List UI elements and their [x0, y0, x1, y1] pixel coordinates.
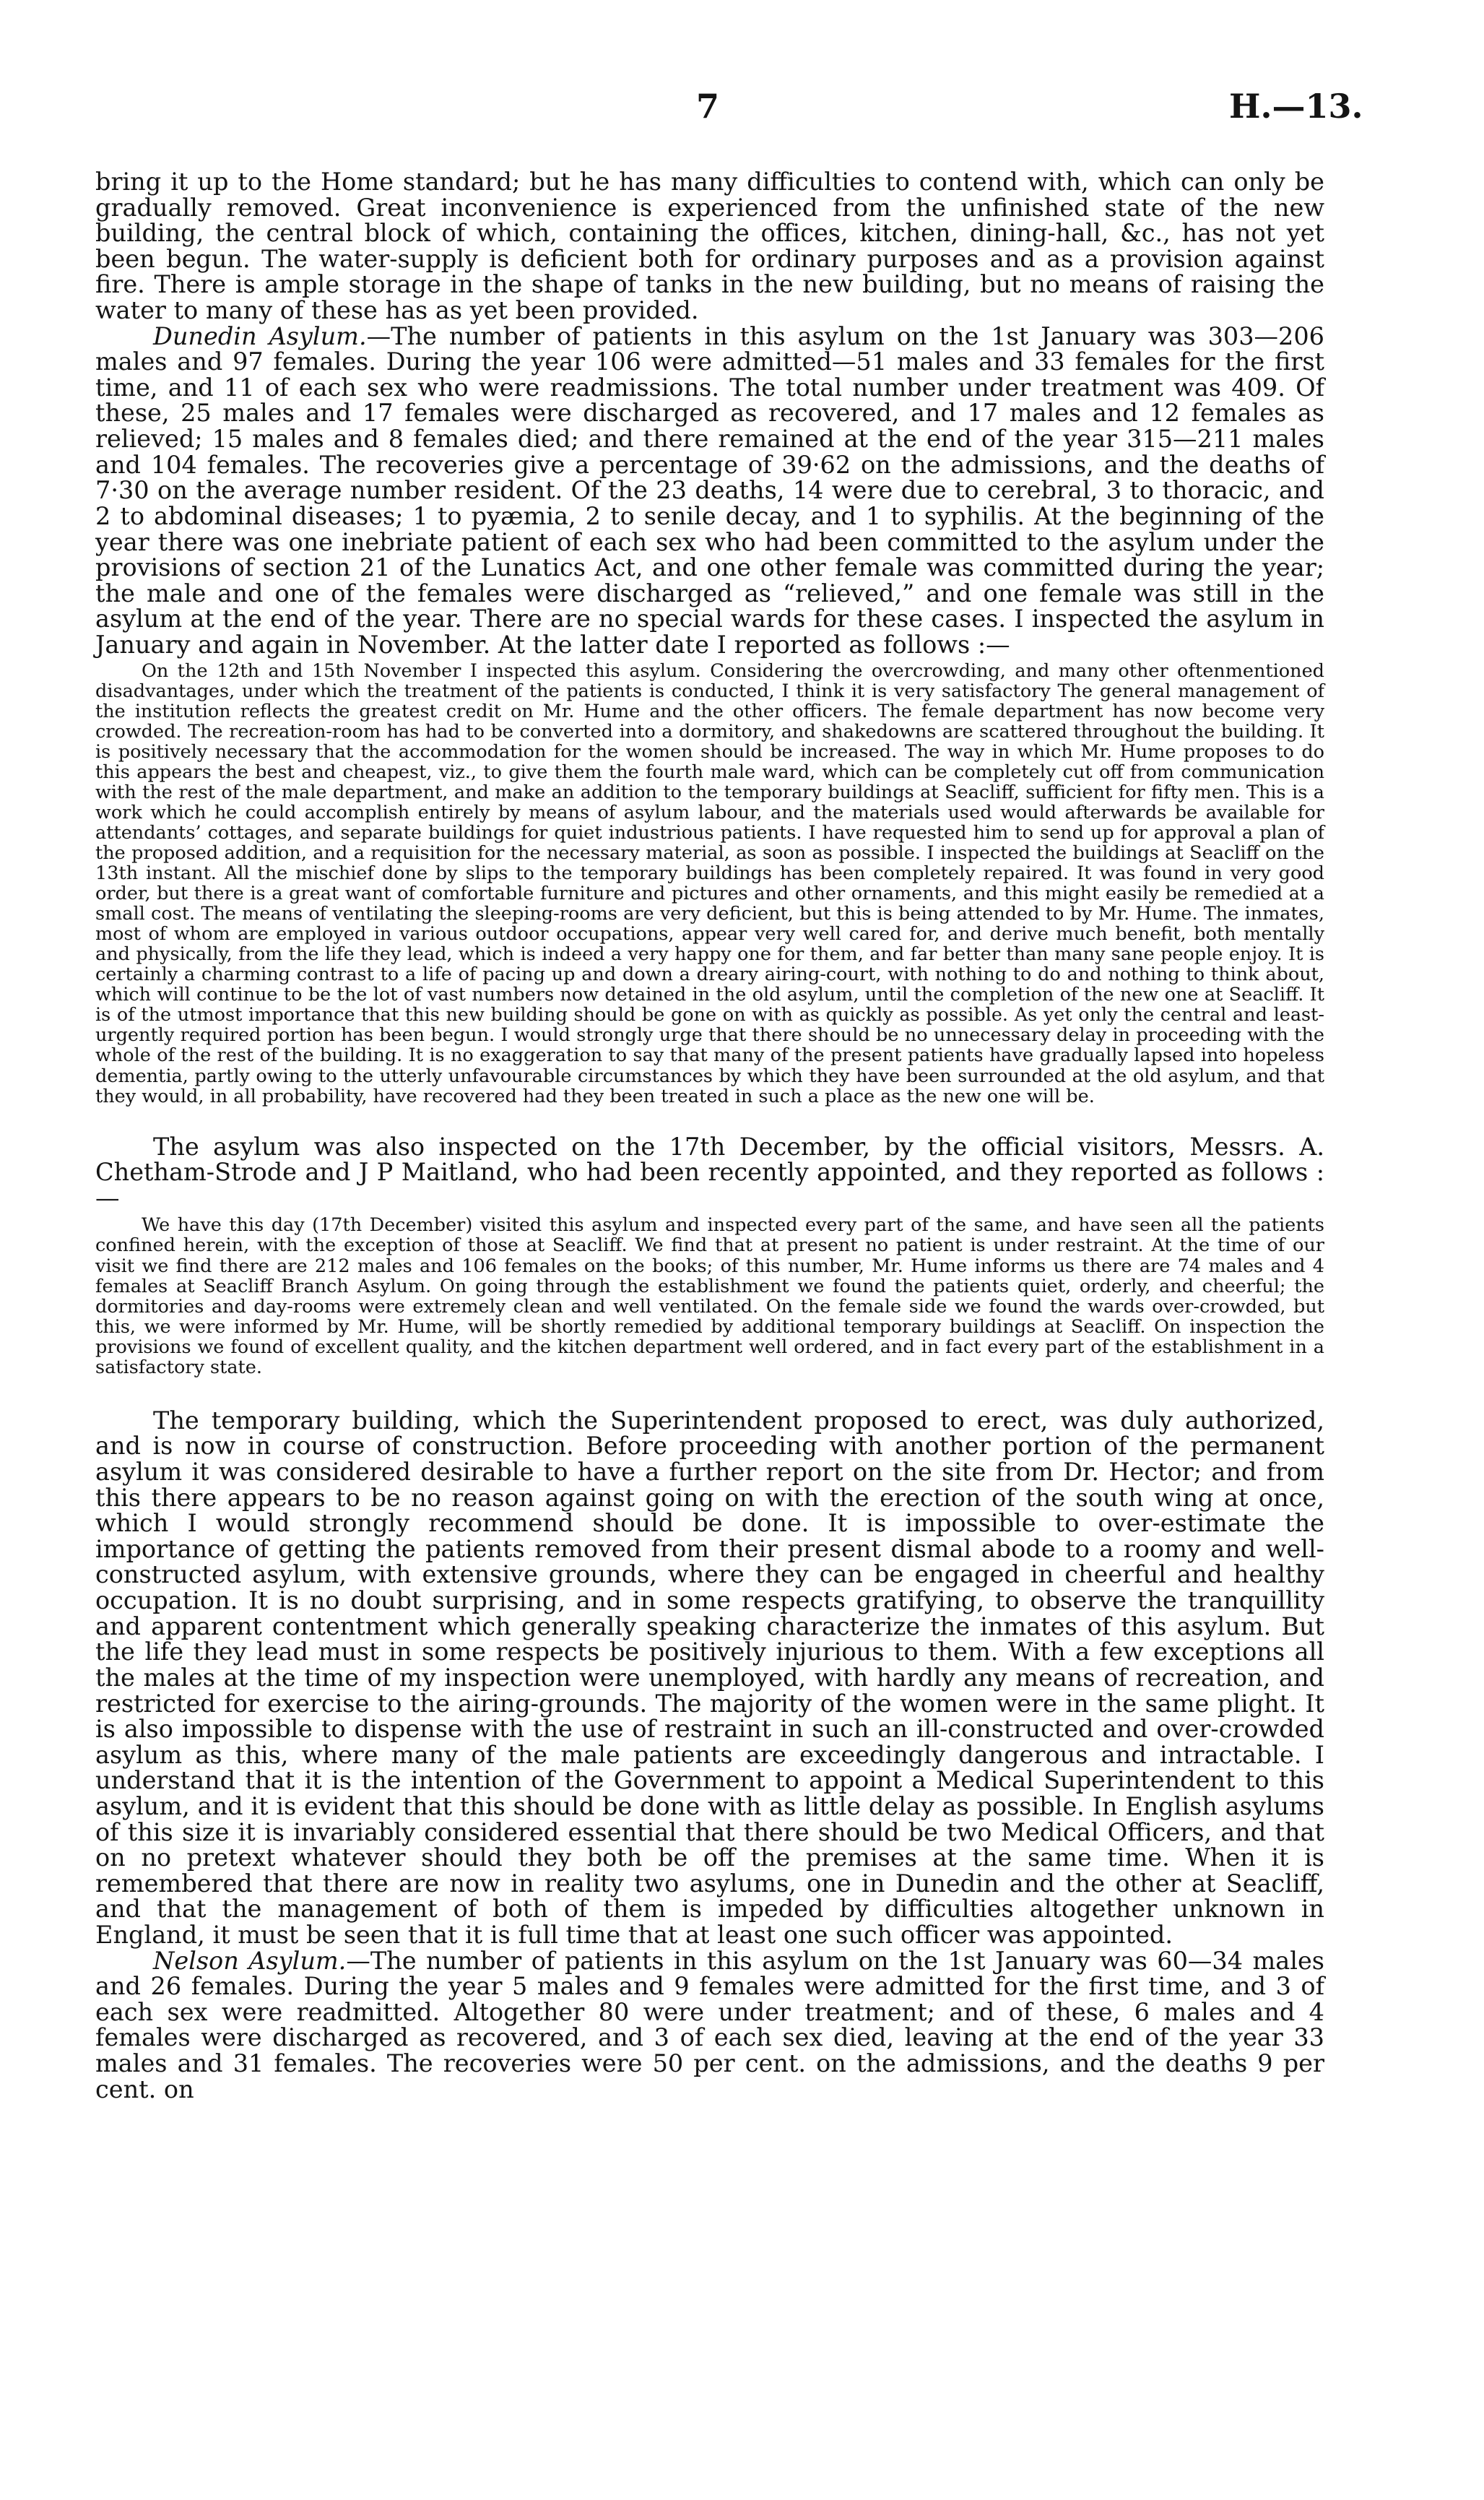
- paragraph-dunedin-asylum: [95, 321, 1324, 659]
- quoted-report-visitors: We have this day (17th December) visited this asylum and inspected every part of the same, and have seen all the patients confined herein, with the exception of those at Seacliff. We find that at present no patient is under restraint. At the time of our visit we find there are 212 males and 106 females on the books; of this number, Mr. Hume informs us there are 74 males and 4 females at Seacliff Branch Asylum. On going through the establishment we found the patients quiet, orderly, and cheerful; the dormitories and day-rooms were extremely clean and well ventilated. On the female side we found the wards over-crowded, but this, we were informed by Mr. Hume, will be shortly remedied by additional temporary buildings at Seacliff. On inspection the provisions we found of excellent quality, and the kitchen department well ordered, and in fact every part of the establishment in a satisfactory state.: [95, 1214, 1324, 1378]
- section-heading-nelson: Nelson Asylum.: [153, 1946, 347, 1975]
- paragraph-nelson-text: —The number of patients in this asylum on the 1st January was 60—34 males and 26 females. During the year 5 males and 9 females were admitted for the first time, and 3 of each sex were readmitted. Altogether 80 were under treatment; and of these, 6 males and 4 females were discharged as recovered, and 3 of each sex died, leaving at the end of the year 33 males and 31 females. The recoveries were 50 per cent. on the admissions, and the deaths 9 per cent. on: [95, 1946, 1325, 2103]
- section-heading-dunedin: Dunedin Asylum.: [153, 321, 367, 350]
- document-reference: H.—13.: [1229, 87, 1363, 126]
- paragraph-nelson-asylum: [95, 1948, 1324, 2103]
- page-number: 7: [696, 87, 720, 126]
- body-text: [95, 169, 1324, 2102]
- paragraph-continuation: bring it up to the Home standard; but he has many difficulties to contend with, which can only be gradually removed. Great inconvenience is experienced from the unfinished state of the new building, the central block of which, containing the offices, kitchen, dining-hall, &c., has not yet been begun. The water-supply is deficient both for ordinary purposes and as a provision against fire. There is ample storage in the shape of tanks in the new building, but no means of raising the water to many of these has as yet been provided.: [95, 168, 1324, 325]
- quoted-report-inspector: On the 12th and 15th November I inspected this asylum. Considering the overcrowding, and many other oftenmentioned disadvantages, under which the treatment of the patients is conducted, I think it is very satisfactory The general management of the institution reflects the greatest credit on Mr. Hume and the other officers. The female department has now become very crowded. The recreation-room has had to be converted into a dormitory, and shakedowns are scattered throughout the building. It is positively necessary that the accommodation for the women should be increased. The way in which Mr. Hume proposes to do this appears the best and cheapest, viz., to give them the fourth male ward, which can be completely cut off from communication with the rest of the male department, and make an addition to the temporary buildings at Seacliff, sufficient for fifty men. This is a work which he could accomplish entirely by means of asylum labour, and the materials used would afterwards be available for attendants’ cottages, and separate buildings for quiet industrious patients. I have requested him to send up for approval a plan of the proposed addition, and a requisition for the necessary material, as soon as possible. I inspected the buildings at Seacliff on the 13th instant. All the mischief done by slips to the temporary buildings has been completely repaired. It was found in very good order, but there is a great want of comfortable furniture and pictures and other ornaments, and this might easily be remedied at a small cost. The means of ventilating the sleeping-rooms are very deficient, but this is being attended to by Mr. Hume. The inmates, most of whom are employed in various outdoor occupations, appear very well cared for, and derive much benefit, both mentally and physically, from the life they lead, which is indeed a very happy one for them, and far better than many sane people enjoy. It is certainly a charming contrast to a life of pacing up and down a dreary airing-court, with nothing to do and nothing to think about, which will continue to be the lot of vast numbers now detained in the old asylum, until the completion of the new one at Seacliff. It is of the utmost importance that this new building should be gone on with as quickly as possible. As yet only the central and least-urgently required portion has been begun. I would strongly urge that there should be no unnecessary delay in proceeding with the whole of the rest of the building. It is no exaggeration to say that many of the present patients have gradually lapsed into hopeless dementia, partly owing to the utterly unfavourable circumstances by which they have been surrounded at the old asylum, and that they would, in all probability, have recovered had they been treated in such a place as the new one will be.: [95, 659, 1324, 1107]
- paragraph-official-visitors: The asylum was also inspected on the 17th December, by the official visitors, Messrs. A. Chetham-Strode and J P Maitland, who had been recently appointed, and they reported as follows :—: [95, 1132, 1324, 1212]
- paragraph-dunedin-text: —The number of patients in this asylum on the 1st January was 303—206 males and 97 females. During the year 106 were admitted—51 males and 33 females for the first time, and 11 of each sex who were readmissions. The total number under treatment was 409. Of these, 25 males and 17 females were discharged as recovered, and 17 males and 12 females as relieved; 15 males and 8 females died; and there remained at the end of the year 315—211 males and 104 females. The recoveries give a percentage of 39·62 on the admissions, and the deaths of 7·30 on the average number resident. Of the 23 deaths, 14 were due to cerebral, 3 to thoracic, and 2 to abdominal diseases; 1 to pyæmia, 2 to senile decay, and 1 to syphilis. At the beginning of the year there was one inebriate patient of each sex who had been committed to the asylum under the provisions of section 21 of the Lunatics Act, and one other female was committed during the year; the male and one of the females were discharged as “relieved,” and one female was still in the asylum at the end of the year. There are no special wards for these cases. I inspected the asylum in January and again in November. At the latter date I reported as follows :—: [95, 321, 1324, 659]
- paragraph-temporary-building: The temporary building, which the Superintendent proposed to erect, was duly authorized, and is now in course of construction. Before proceeding with another portion of the permanent asylum it was considered desirable to have a further report on the site from Dr. Hector; and from this there appears to be no reason against going on with the erection of the south wing at once, which I would strongly recommend should be done. It is impossible to over-estimate the importance of getting the patients removed from their present dismal abode to a roomy and well-constructed asylum, with extensive grounds, where they can be engaged in cheerful and healthy occupation. It is no doubt surprising, and in some respects gratifying, to observe the tranquillity and apparent contentment which generally speaking characterize the inmates of this asylum. But the life they lead must in some respects be positively injurious to them. With a few exceptions all the males at the time of my inspection were unemployed, with hardly any means of recreation, and restricted for exercise to the airing-grounds. The majority of the women were in the same plight. It is also impossible to dispense with the use of restraint in such an ill-constructed and over-crowded asylum as this, where many of the male patients are exceedingly dangerous and intractable. I understand that it is the intention of the Government to appoint a Medical Superintendent to this asylum, and it is evident that this should be done with as little delay as possible. In English asylums of this size it is invariably considered essential that there should be two Medical Officers, and that on no pretext whatever should they both be off the premises at the same time. When it is remembered that there are now in reality two asylums, one in Dunedin and the other at Seacliff, and that the management of both of them is impeded by difficulties altogether unknown in England, it must be seen that it is full time that at least one such officer was appointed.: [95, 1406, 1324, 1949]
